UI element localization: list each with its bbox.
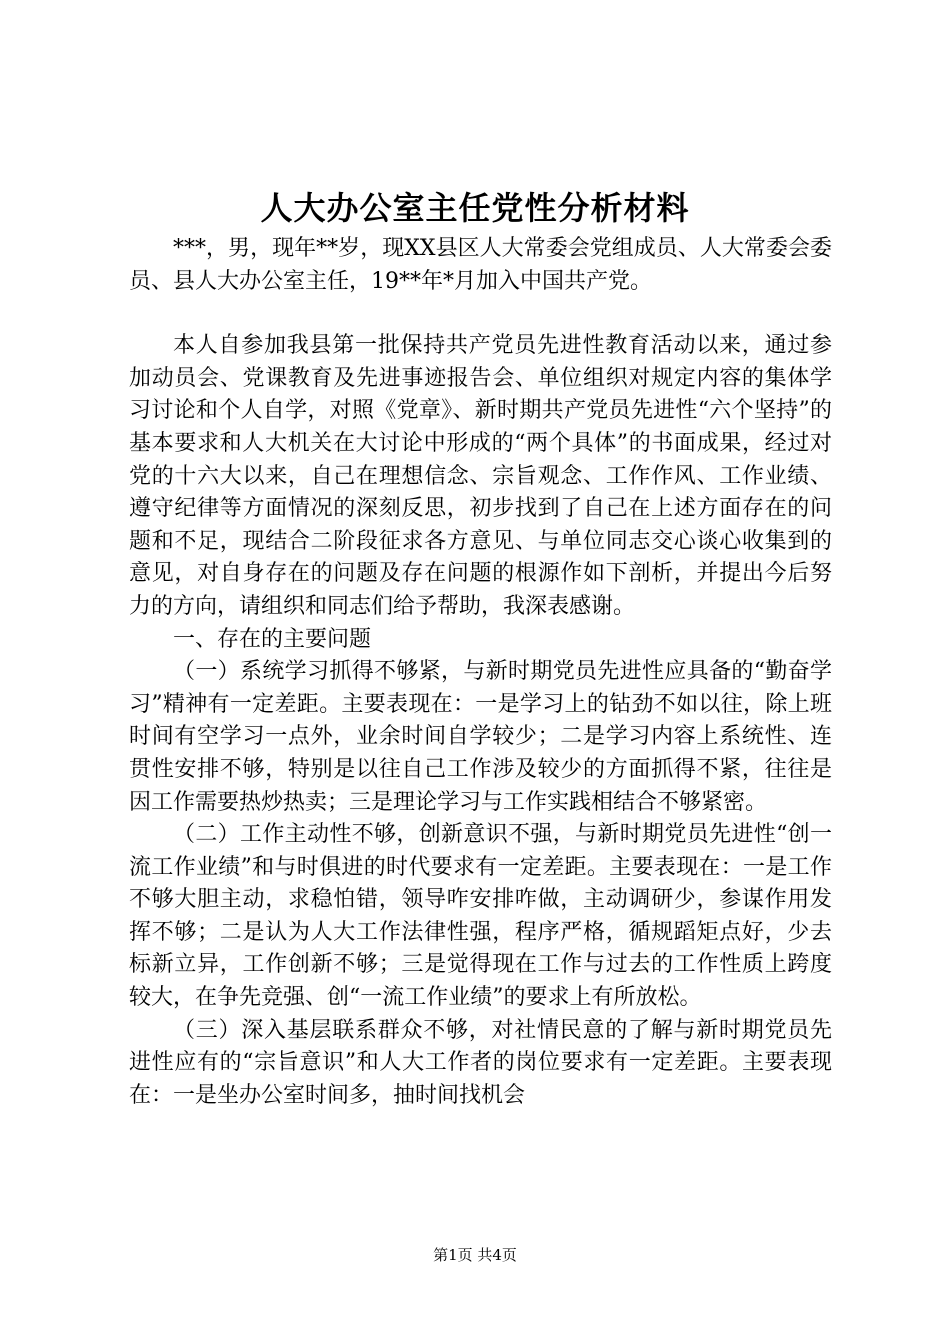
body-paragraph: （三）深入基层联系群众不够，对社情民意的了解与新时期党员先进性应有的“宗旨意识”和人大工作者的岗位要求有一定差距。主要表现在：一是坐办公室时间多，抽时间找机会 [129,1017,832,1108]
page-footer: 第1页 共4页 [433,1246,517,1264]
document-title: 人大办公室主任党性分析材料 [260,189,690,227]
section-heading: 一、存在的主要问题 [173,626,372,652]
body-paragraph: 本人自参加我县第一批保持共产党员先进性教育活动以来，通过参加动员会、党课教育及先进事迹报告会、单位组织对规定内容的集体学习讨论和个人自学，对照《党章》、新时期共产党员先进性“六个坚持”的基本要求和人大机关在大讨论中形成的“两个具体”的书面成果，经过对党的十六大以来，自己在理想信念、宗旨观念、工作作风、工作业绩、遵守纪律等方面情况的深刻反思，初步找到了自己在上述方面存在的问题和不足，现结合二阶段征求各方意见、与单位同志交心谈心收集到的意见，对自身存在的问题及存在问题的根源作如下剖析，并提出今后努力的方向，请组织和同志们给予帮助，我深表感谢。 [129,333,832,619]
intro-paragraph: ***，男，现年**岁，现XX县区人大常委会党组成员、人大常委会委员、县人大办公室主任，19**年*月加入中国共产党。 [129,236,832,294]
body-paragraph: （一）系统学习抓得不够紧，与新时期党员先进性应具备的“勤奋学习”精神有一定差距。主要表现在：一是学习上的钻劲不如以往，除上班时间有空学习一点外，业余时间自学较少；二是学习内容上系统性、连贯性安排不够，特别是以往自己工作涉及较少的方面抓得不紧，往往是因工作需要热炒热卖；三是理论学习与工作实践相结合不够紧密。 [129,659,832,815]
document-body [129,233,832,1112]
body-paragraph: （二）工作主动性不够，创新意识不强，与新时期党员先进性“创一流工作业绩”和与时俱进的时代要求有一定差距。主要表现在：一是工作不够大胆主动，求稳怕错，领导咋安排咋做，主动调研少，参谋作用发挥不够；二是认为人大工作法律性强，程序严格，循规蹈矩点好，少去标新立异，工作创新不够；三是觉得现在工作与过去的工作性质上跨度较大，在争先竞强、创“一流工作业绩”的要求上有所放松。 [129,822,832,1011]
